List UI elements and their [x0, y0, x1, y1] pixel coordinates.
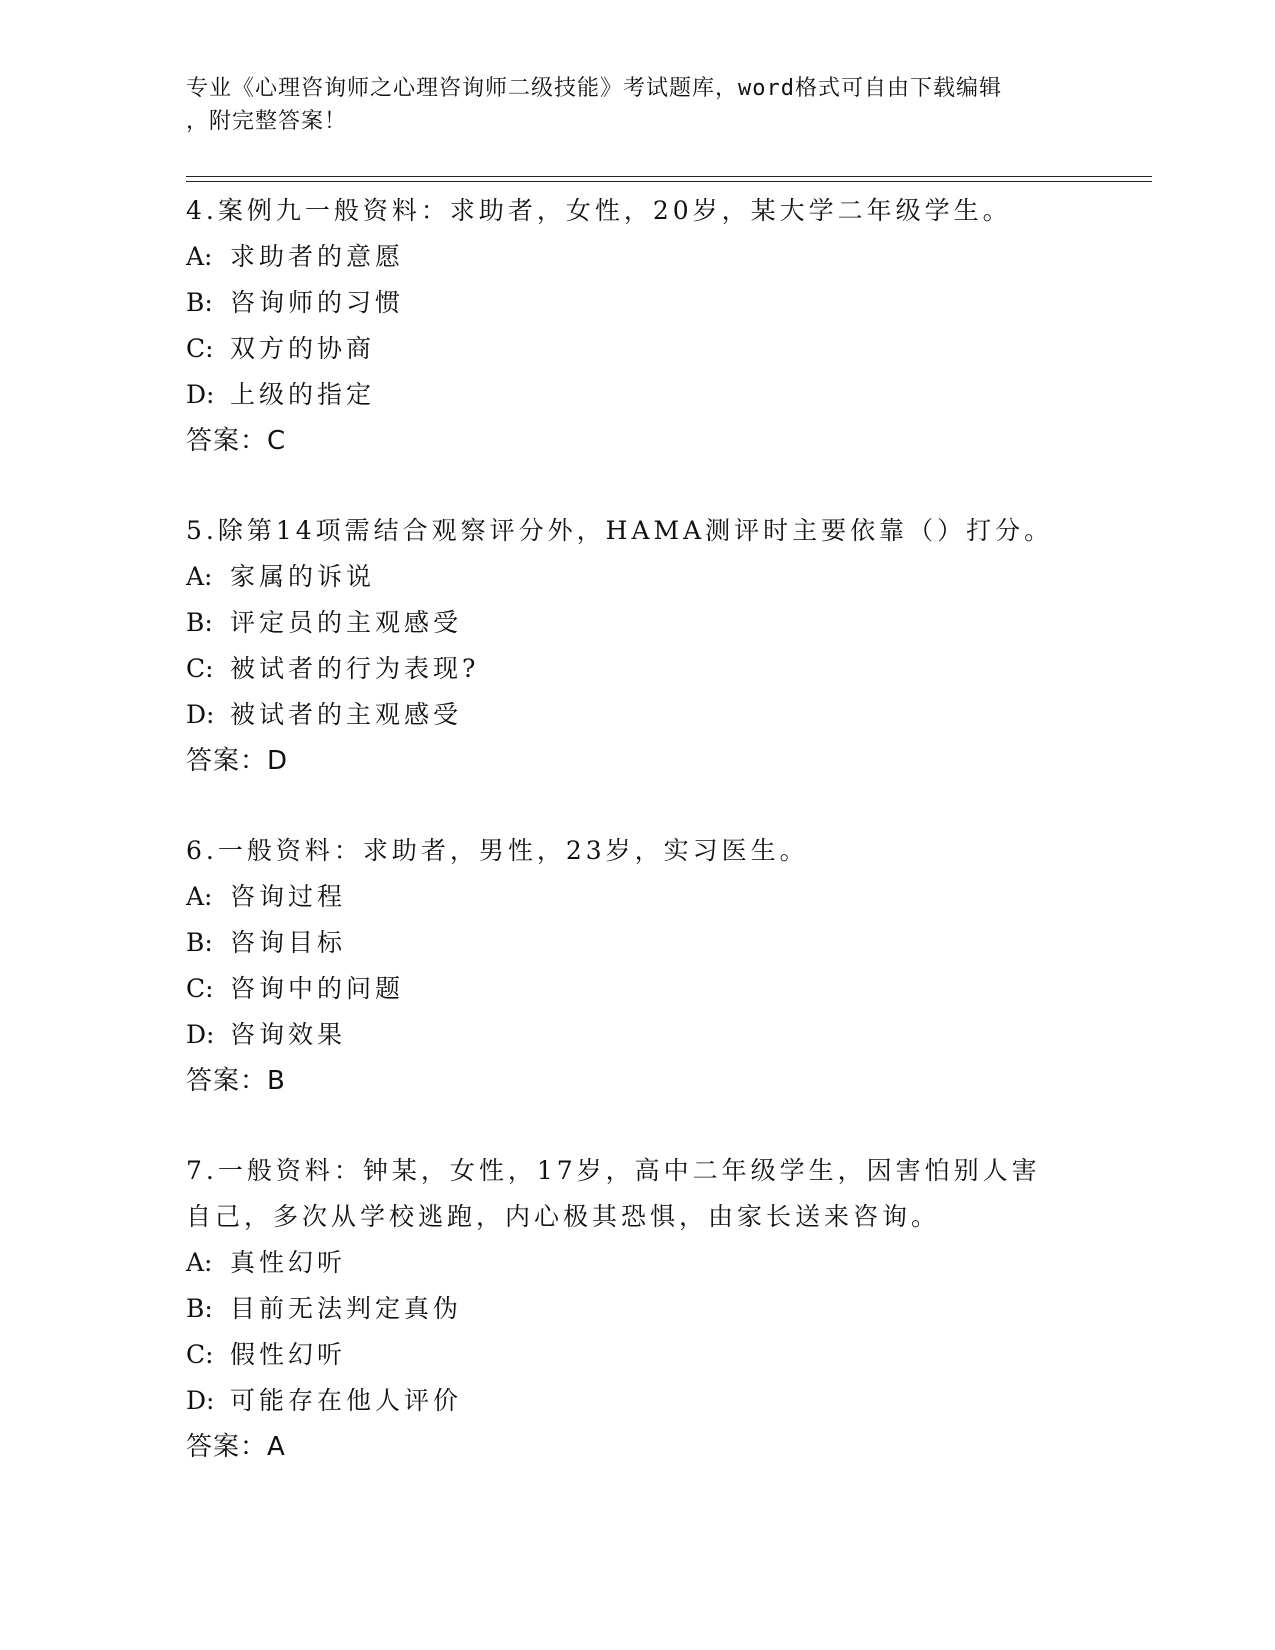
- option-letter: C:: [186, 654, 214, 683]
- option-text: 可能存在他人评价: [230, 1386, 463, 1415]
- option-letter: A:: [186, 562, 213, 591]
- option-b: [186, 600, 1066, 646]
- question-stem: 5.除第14项需结合观察评分外，HAMA测评时主要依靠（）打分。: [186, 516, 1054, 545]
- option-a: [186, 234, 1066, 280]
- option-letter: B:: [186, 928, 213, 957]
- option-text: 家属的诉说: [230, 562, 376, 591]
- header-title-line-2: ，附完整答案！: [186, 109, 348, 134]
- option-letter: D:: [186, 1386, 215, 1415]
- option-d: [186, 1012, 1066, 1058]
- option-text: 被试者的主观感受: [230, 700, 463, 729]
- option-text: 咨询过程: [230, 882, 347, 911]
- option-letter: A:: [186, 242, 213, 271]
- option-text: 假性幻听: [230, 1340, 347, 1369]
- option-d: [186, 372, 1066, 418]
- option-a: [186, 874, 1066, 920]
- header-divider-top: [186, 176, 1152, 177]
- option-letter: B:: [186, 608, 213, 637]
- option-text: 咨询师的习惯: [230, 288, 405, 317]
- option-letter: C:: [186, 974, 214, 1003]
- option-a: [186, 1240, 1066, 1286]
- question-stem: 7.一般资料：钟某，女性，17岁，高中二年级学生，因害怕别人害自己，多次从学校逃跑，内心极其恐惧，由家长送来咨询。: [186, 1156, 1041, 1231]
- option-text: 被试者的行为表现?: [230, 654, 480, 683]
- option-letter: D:: [186, 700, 215, 729]
- header-title-line-1: 专业《心理咨询师之心理咨询师二级技能》考试题库，word格式可自由下载编辑: [186, 76, 1002, 101]
- option-letter: A:: [186, 882, 213, 911]
- header-divider-bottom: [186, 181, 1152, 182]
- answer-line: 答案：D: [186, 746, 289, 776]
- question-4: [186, 188, 1066, 464]
- option-letter: C:: [186, 1340, 214, 1369]
- question-stem: 6.一般资料：求助者，男性，23岁，实习医生。: [186, 836, 809, 865]
- option-text: 目前无法判定真伪: [230, 1294, 463, 1323]
- document-header: [186, 72, 1066, 138]
- option-text: 咨询效果: [230, 1020, 347, 1049]
- option-letter: C:: [186, 334, 214, 363]
- option-text: 咨询中的问题: [230, 974, 405, 1003]
- option-c: [186, 1332, 1066, 1378]
- answer-line: 答案：C: [186, 426, 287, 456]
- option-letter: D:: [186, 380, 215, 409]
- option-letter: D:: [186, 1020, 215, 1049]
- question-6: [186, 828, 1066, 1104]
- answer-line: 答案：B: [186, 1066, 286, 1096]
- question-7: [186, 1148, 1066, 1470]
- option-b: [186, 920, 1066, 966]
- option-text: 双方的协商: [230, 334, 376, 363]
- option-letter: A:: [186, 1248, 213, 1277]
- question-5: [186, 508, 1066, 784]
- option-text: 咨询目标: [230, 928, 347, 957]
- option-letter: B:: [186, 1294, 213, 1323]
- option-b: [186, 1286, 1066, 1332]
- option-text: 评定员的主观感受: [230, 608, 463, 637]
- option-letter: B:: [186, 288, 213, 317]
- option-text: 求助者的意愿: [230, 242, 405, 271]
- option-c: [186, 646, 1066, 692]
- option-c: [186, 966, 1066, 1012]
- option-c: [186, 326, 1066, 372]
- option-text: 上级的指定: [230, 380, 376, 409]
- option-b: [186, 280, 1066, 326]
- answer-line: 答案：A: [186, 1432, 286, 1462]
- option-a: [186, 554, 1066, 600]
- option-d: [186, 1378, 1066, 1424]
- option-d: [186, 692, 1066, 738]
- option-text: 真性幻听: [230, 1248, 347, 1277]
- question-stem: 4.案例九一般资料：求助者，女性，20岁，某大学二年级学生。: [186, 196, 1012, 225]
